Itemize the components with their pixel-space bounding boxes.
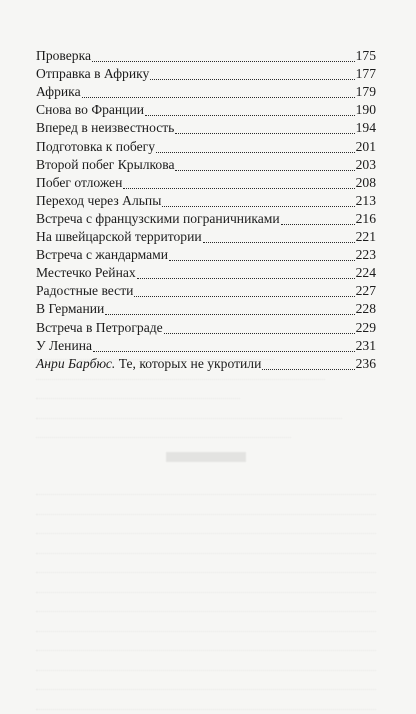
toc-entry [36,300,376,318]
toc-entry [36,101,376,119]
dot-leader [175,170,354,171]
toc-page: 221 [355,229,376,245]
toc-title: Встреча в Петрограде [36,319,163,335]
dot-leader [105,314,354,315]
dot-leader [92,61,355,62]
toc-entry [36,210,376,228]
dot-leader [82,97,355,98]
toc-title: Побег отложен [36,174,123,190]
toc-page: 194 [355,120,376,136]
toc-author: Анри Барбюс. [36,355,116,371]
toc-page: 208 [355,174,376,190]
bleed-through [36,345,376,714]
toc-entry [36,228,376,246]
dot-leader [281,224,355,225]
toc-entry [36,137,376,155]
dot-leader [262,369,354,370]
toc-title: Встреча с французскими пограничниками [36,210,280,226]
toc-entry [36,264,376,282]
toc-title [36,355,261,373]
toc-title: Африка [36,84,81,100]
toc-page: 236 [355,355,376,371]
toc-title: В Германии [36,301,105,317]
toc-page: 231 [355,337,376,353]
toc-page: 179 [355,84,376,100]
dot-leader [156,152,355,153]
toc-entry [36,174,376,192]
toc-page: 224 [355,265,376,281]
toc-title: Отправка в Африку [36,66,150,82]
toc-title: Второй побег Крылкова [36,156,175,172]
toc-page: 227 [355,283,376,299]
dot-leader [162,206,354,207]
toc-page: 177 [355,66,376,82]
dot-leader [145,115,355,116]
toc-title: Переход через Альпы [36,192,162,208]
toc-title: Местечко Рейнах [36,265,136,281]
toc-page: 190 [355,102,376,118]
toc-entry [36,337,376,355]
toc-entry [36,65,376,83]
toc-page: 229 [355,319,376,335]
toc-entry [36,83,376,101]
toc-entry [36,156,376,174]
dot-leader [150,79,354,80]
dot-leader [175,133,354,134]
toc-title: Снова во Франции [36,102,144,118]
toc-page: 203 [355,156,376,172]
toc-entry [36,47,376,65]
toc-entry [36,318,376,336]
dot-leader [164,333,355,334]
toc-title: Радостные вести [36,283,134,299]
toc-entry-barbusse [36,355,376,373]
toc-title: На швейцарской территории [36,229,202,245]
toc-page: 213 [355,192,376,208]
dot-leader [169,260,355,261]
toc-title: Вперед в неизвестность [36,120,175,136]
toc-title: Проверка [36,48,92,64]
dot-leader [93,351,355,352]
toc-entry [36,192,376,210]
toc-page: 201 [355,138,376,154]
dot-leader [134,296,354,297]
toc-title: У Ленина [36,337,93,353]
dot-leader [203,242,355,243]
dot-leader [123,188,354,189]
toc-title: Встреча с жандармами [36,247,169,263]
toc-entry [36,282,376,300]
toc-page: 175 [355,48,376,64]
toc-entry [36,246,376,264]
toc-page: 223 [355,247,376,263]
dot-leader [137,278,355,279]
toc-title: Подготовка к побегу [36,138,156,154]
toc-page: 216 [355,210,376,226]
toc-page: 228 [355,301,376,317]
table-of-contents [36,47,376,373]
toc-title-text: Те, которых не укротили [115,355,262,371]
toc-entry [36,119,376,137]
